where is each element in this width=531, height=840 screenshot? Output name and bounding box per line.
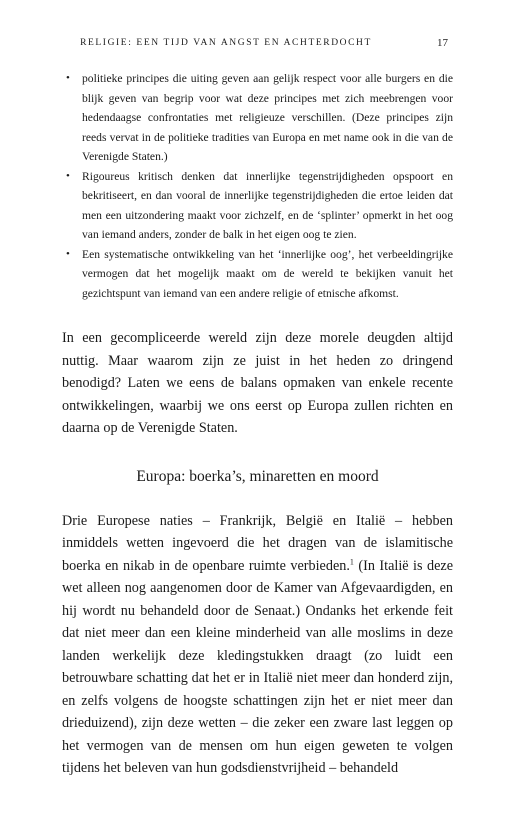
body-paragraph: In een gecompliceerde wereld zijn deze morele deugden altijd nuttig. Maar waarom zijn ze juist in het heden zo dringend benodigd? Laten we eens de balans opmaken van enkele recente ontwikkelingen, waarbij we ons eerst op Europa zullen richten en daarna op de Verenigde Staten. xyxy=(62,330,453,436)
running-head: RELIGIE: EEN TIJD VAN ANGST EN ACHTERDOCHT xyxy=(80,38,372,48)
bullet-text: Een systematische ontwikkeling van het ‘innerlijke oog’, het verbeeldingrijke vermogen dat het mogelijk maakt om de wereld te bekijken vanuit het gezichtspunt van iemand van een andere religie of etnische afkomst. xyxy=(82,247,453,300)
bullet-text: politieke principes die uiting geven aan gelijk respect voor alle burgers en die blijk geven van begrip voor wat deze principes met zich meebrengen voor hedendaagse confrontaties met religieuze verschillen. (Deze principes zijn reeds vervat in de politieke tradities van Europa en met name ook in die van de Verenigde Staten.) xyxy=(82,72,453,163)
paragraph-text: (In Italië is deze wet alleen nog aangenomen door de Kamer van Afgevaardigden, en hij wordt nu behandeld door de Senaat.) Ondanks het erkende feit dat niet meer dan een kleine minderheid van alle moslims in deze landen werkelijk deze kledingstukken draagt (zo luidt een betrouwbare schatting dat het er in Italië niet meer dan honderd zijn, en zelfs volgens de hoogste schattingen zijn het er niet meer dan drieduizend), zijn deze wetten – die zeker een zware last leggen op het vermogen van de mensen om hun eigen geweten te volgen tijdens het beleven van hun godsdienstvrijheid – behandeld xyxy=(62,557,453,776)
bullet-item xyxy=(62,69,453,167)
paragraph-text: Drie Europese naties – Frankrijk, België en Italië – hebben inmiddels wetten ingevoerd die het dragen van de islamitische boerka en nikab in de openbare ruimte verbieden. xyxy=(62,512,453,574)
bullet-item xyxy=(62,245,453,304)
bullet-icon: • xyxy=(66,169,70,182)
section-heading: Europa: boerka’s, minaretten en moord xyxy=(136,467,379,485)
bullet-text: Rigoureus kritisch denken dat innerlijke tegenstrijdigheden opspoort en bekritiseert, en dan vooral de innerlijke tegenstrijdigheden die ertoe leiden dat men een uitzondering maakt voor zichzelf, en de ‘splinter’ opmerkt in het oog van iemand anders, zonder de balk in het eigen oog te zien. xyxy=(82,169,453,241)
bullet-icon: • xyxy=(66,72,70,84)
page-number: 17 xyxy=(437,37,448,49)
footnote-reference[interactable]: 1 xyxy=(349,556,354,566)
page-content xyxy=(62,69,453,780)
body-paragraph xyxy=(62,510,453,780)
bullet-item xyxy=(62,167,453,245)
bullet-icon: • xyxy=(66,247,70,260)
bullet-list xyxy=(62,69,453,303)
